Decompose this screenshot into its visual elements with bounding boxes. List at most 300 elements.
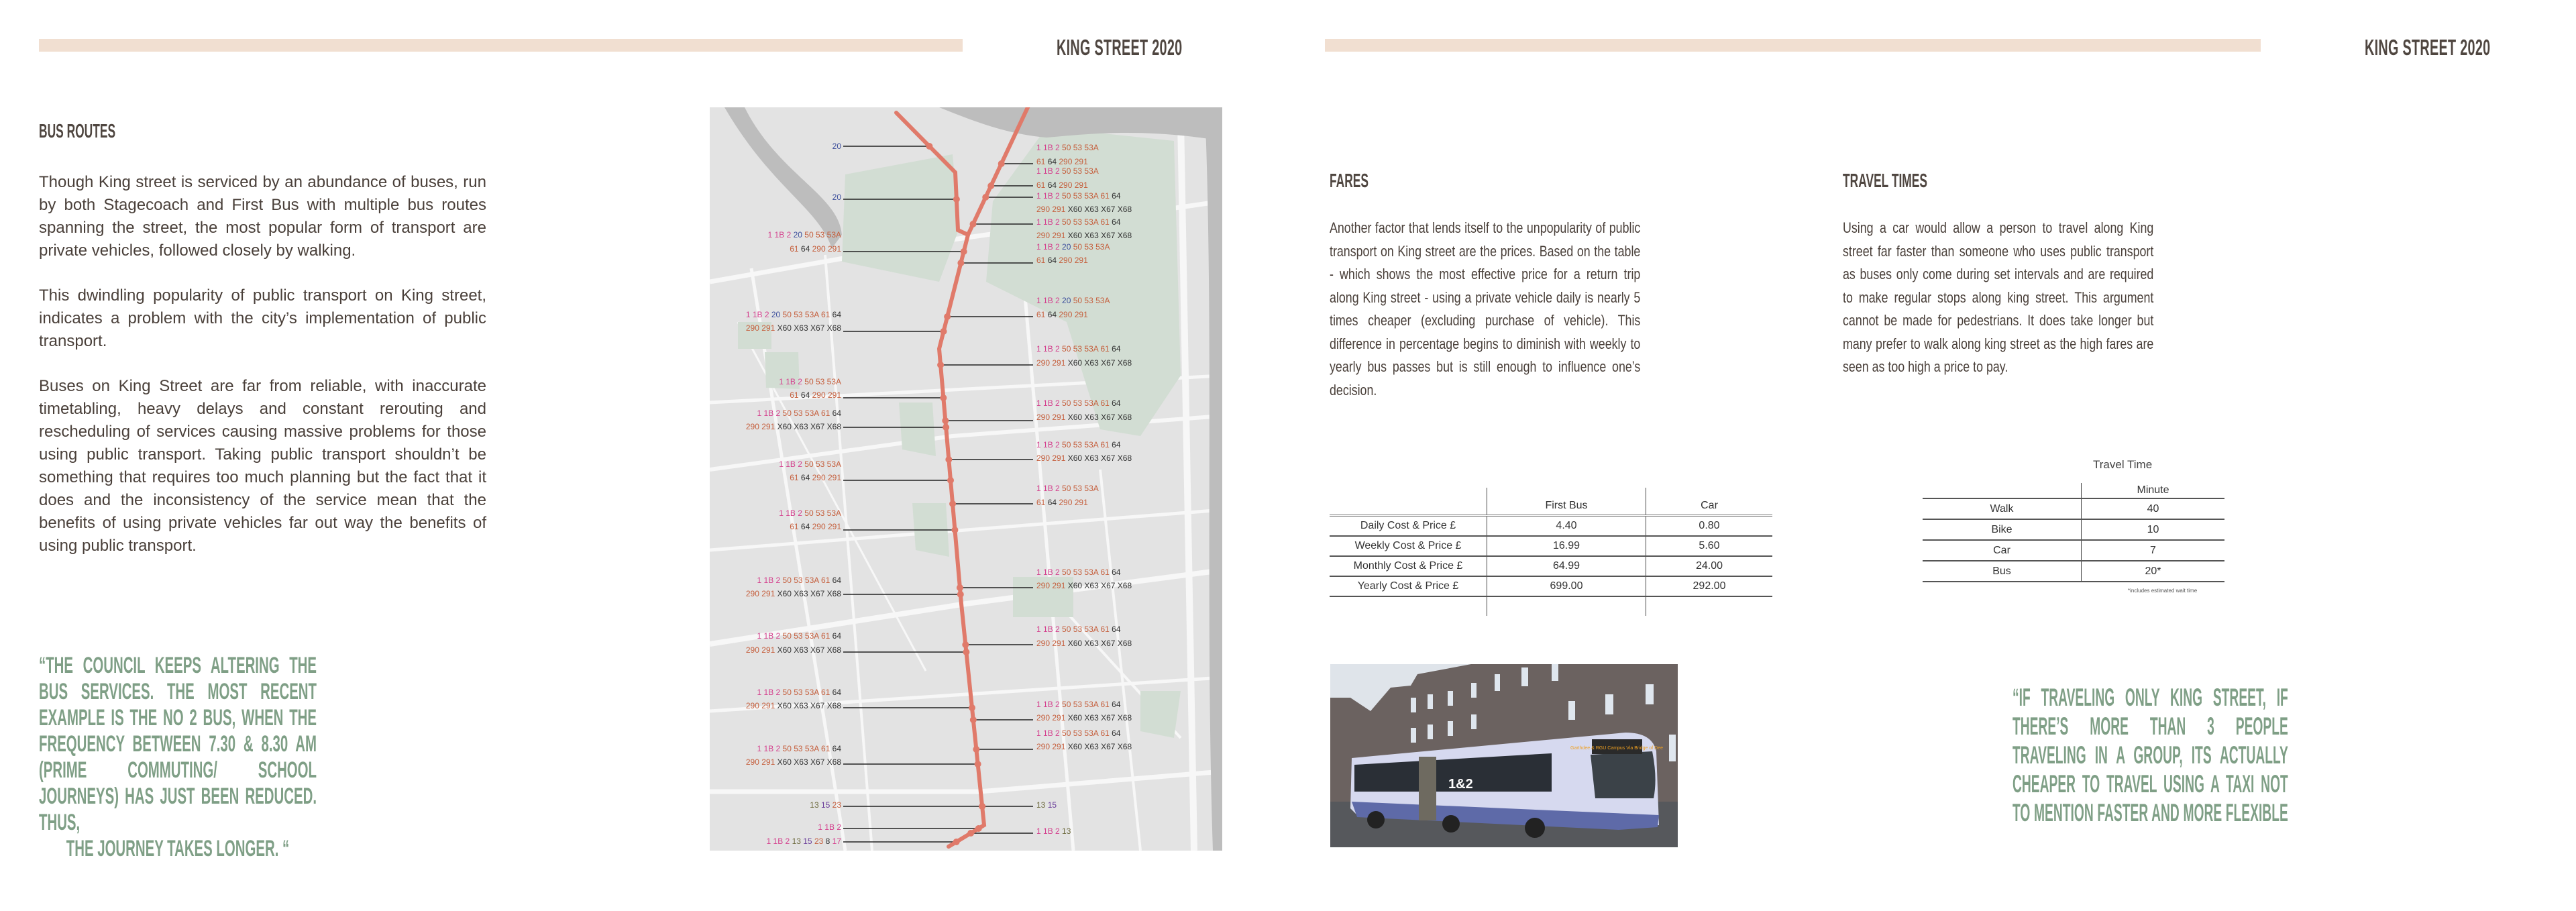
route-number: 61	[1036, 180, 1046, 190]
route-label	[746, 757, 841, 767]
route-number: X60	[1065, 453, 1083, 463]
route-number: 53	[1082, 242, 1093, 252]
route-number: 291	[825, 522, 841, 531]
route-number: X68	[1115, 742, 1132, 751]
page-title-right: KING STREET 2020	[2365, 35, 2491, 60]
route-label	[746, 589, 841, 598]
route-number: X67	[808, 757, 825, 767]
route-number: 53	[791, 744, 803, 753]
route-number: 2	[773, 576, 781, 585]
route-number: 291	[1050, 231, 1066, 240]
bus-stop-marker	[942, 417, 949, 424]
route-number: 1B	[1040, 440, 1053, 449]
route-number: 2	[784, 230, 792, 239]
route-label	[1036, 205, 1132, 214]
route-number: 64	[1045, 498, 1057, 507]
paragraph: Buses on King Street are far from reliable, with inaccurate timetabling, heavy delays and constant rerouting and rescheduling of services causing massive problems for those using public transport. Taking public transport shouldn’t be something that requires too much planning but the fact that it does and the inconsistency of the service mean that the benefits of using private vehicles far out way the benefits of using public transport.	[39, 377, 486, 555]
route-number: 290	[1036, 581, 1051, 590]
route-number: 2	[1053, 296, 1060, 305]
route-number: X67	[1098, 231, 1116, 240]
route-label	[757, 409, 842, 418]
route-number: 290	[745, 323, 759, 333]
route-number: 13	[1059, 826, 1071, 836]
bus-stop-marker	[949, 500, 956, 507]
route-number: 53A	[802, 576, 819, 585]
route-number: 1B	[783, 377, 796, 386]
route-number: 290	[745, 422, 759, 431]
table-row	[1330, 536, 1772, 556]
route-number: 291	[825, 473, 841, 482]
route-number: 53A	[1082, 344, 1099, 354]
route-number: 2	[1053, 729, 1060, 738]
table-row	[1330, 516, 1772, 537]
route-number: 1B	[761, 631, 774, 641]
table-row	[1923, 498, 2224, 519]
route-number: 64	[1109, 398, 1121, 408]
route-number: 1	[1036, 700, 1041, 709]
table-header-row	[1330, 488, 1772, 516]
route-number: 290	[810, 473, 826, 482]
route-number: 50	[1059, 729, 1071, 738]
route-label	[768, 230, 841, 239]
route-number: 50	[1059, 484, 1071, 493]
route-number: X60	[1065, 413, 1083, 422]
route-number: 291	[759, 589, 775, 598]
route-number: 53A	[1082, 166, 1099, 176]
route-number: 64	[1109, 440, 1121, 449]
route-number: 2	[1053, 700, 1060, 709]
route-number: X63	[1082, 639, 1099, 648]
route-number: 1	[1036, 242, 1041, 252]
route-number: 1B	[1040, 191, 1053, 201]
route-number: 53	[813, 508, 825, 518]
route-label	[757, 576, 842, 585]
route-number: 61	[1036, 498, 1046, 507]
route-number: X63	[1082, 453, 1099, 463]
route-number: X68	[1115, 453, 1132, 463]
quote-text-last: THE JOURNEY TAKES LONGER. “	[66, 836, 290, 861]
route-number: 290	[745, 589, 759, 598]
route-number: 50	[802, 460, 814, 469]
route-number: 61	[1098, 344, 1110, 354]
route-label	[833, 193, 842, 202]
council-quote	[39, 653, 317, 862]
route-number: 291	[1050, 205, 1066, 214]
route-number: 61	[1098, 729, 1110, 738]
route-number: 1	[1036, 729, 1041, 738]
route-number: 291	[759, 645, 775, 655]
route-label	[746, 310, 842, 319]
bus-stop-marker	[953, 196, 960, 203]
route-number: 64	[830, 631, 841, 641]
route-number: 2	[834, 822, 841, 832]
route-number: 61	[790, 473, 799, 482]
route-number: 2	[795, 377, 802, 386]
route-number: 291	[1072, 310, 1088, 319]
route-number: 61	[1036, 310, 1046, 319]
route-label	[779, 377, 841, 386]
route-number: 61	[818, 631, 830, 641]
route-number: X60	[1065, 581, 1083, 590]
route-number: X63	[791, 589, 808, 598]
route-number: 290	[810, 522, 826, 531]
route-number: 291	[759, 701, 775, 710]
route-label	[1036, 191, 1121, 201]
route-number: X60	[775, 323, 792, 333]
route-number: 53A	[824, 377, 841, 386]
route-number: X67	[808, 645, 825, 655]
route-label	[1036, 568, 1121, 577]
route-number: 2	[1053, 191, 1060, 201]
bus-stop-marker	[957, 584, 963, 591]
route-number: X63	[1082, 581, 1099, 590]
cell: 20*	[2082, 561, 2225, 582]
route-number: 1B	[771, 837, 784, 846]
route-number: 2	[1053, 143, 1060, 152]
route-label	[1036, 440, 1121, 449]
taxi-quote: “IF TRAVELING ONLY KING STREET, IF THERE’S MORE THAN 3 PEOPLE TRAVELING IN A GROUP, ITS ACTUALLY CHEAPER TO TRAVEL USING A TAXI NOT TO MENTION FASTER AND MORE FLEXIBLE	[2012, 684, 2288, 826]
route-number: X68	[1115, 358, 1132, 368]
route-number: 2	[773, 688, 781, 697]
route-number: X63	[791, 422, 808, 431]
route-number: X67	[1098, 581, 1116, 590]
route-number: 1	[757, 688, 762, 697]
route-number: 61	[1098, 700, 1110, 709]
route-number: 290	[1036, 358, 1051, 368]
route-number: 53	[1071, 143, 1083, 152]
bus-stop-marker	[970, 221, 977, 227]
table-header-row	[1923, 483, 2224, 498]
route-number: 64	[798, 390, 810, 400]
route-number: 50	[1059, 143, 1071, 152]
route-number: 291	[1072, 157, 1088, 166]
route-label	[790, 522, 841, 531]
header-bar-right	[1325, 39, 2261, 52]
route-number: 1	[779, 508, 784, 518]
route-number: 8	[823, 837, 830, 846]
route-number: 13	[790, 837, 801, 846]
row-label: Daily Cost & Price £	[1330, 516, 1487, 537]
route-number: 64	[830, 744, 841, 753]
route-number: 1	[1036, 344, 1041, 354]
bus-windscreen	[1591, 751, 1656, 798]
table-row	[1330, 556, 1772, 576]
route-number: 2	[1053, 826, 1060, 836]
route-number: 50	[802, 230, 814, 239]
fares-heading: FARES	[1330, 170, 1369, 192]
route-number: X60	[1065, 358, 1083, 368]
route-number: 64	[1109, 191, 1121, 201]
route-number: 53	[1071, 484, 1083, 493]
route-number: X67	[1098, 453, 1116, 463]
route-number: 20	[1059, 242, 1071, 252]
route-label	[779, 460, 841, 469]
route-number: 50	[780, 631, 792, 641]
bus-stop-marker	[979, 803, 985, 810]
route-label	[1036, 398, 1121, 408]
route-number: 20	[791, 230, 802, 239]
route-number: 53	[1071, 625, 1083, 634]
paragraph: Another factor that lends itself to the unpopularity of public transport on King street are the prices. Based on the table - which shows the most effective price for a return trip along King street - using a private vehicle daily is nearly 5 times cheaper (excluding purchase of vehicle). This difference in percentage begins to diminish with weekly to yearly bus passes but is still enough to influence one’s decision.	[1330, 219, 1641, 398]
route-number: 20	[1059, 296, 1071, 305]
route-number: 291	[1050, 639, 1066, 648]
route-number: 50	[1059, 217, 1071, 227]
route-number: 290	[1036, 413, 1051, 422]
route-number: 53A	[802, 631, 819, 641]
spacer	[1330, 596, 1487, 616]
route-number: 291	[1050, 358, 1066, 368]
route-number: 53A	[802, 688, 819, 697]
route-number: 50	[1059, 166, 1071, 176]
route-number: 1B	[1040, 166, 1053, 176]
route-label	[1036, 358, 1132, 368]
wheel	[1525, 818, 1545, 838]
route-label	[1036, 826, 1071, 836]
route-number: X60	[775, 701, 792, 710]
bus-stop-marker	[953, 839, 960, 845]
route-number: 13	[810, 800, 819, 810]
route-number: 53	[1071, 191, 1083, 201]
route-number: 1	[1036, 166, 1041, 176]
route-number: 291	[1050, 413, 1066, 422]
route-number: 2	[1053, 625, 1060, 634]
row-label: Bus	[1923, 561, 2082, 582]
route-label	[1036, 413, 1132, 422]
route-number: 53A	[1082, 440, 1099, 449]
bus-stop-marker	[926, 143, 932, 150]
quote-text: “THE COUNCIL KEEPS ALTERING THE BUS SERVICES. THE MOST RECENT EXAMPLE IS THE NO 2 BUS, WHEN THE FREQUENCY BETWEEN 7.30 & 8.30 AM (PRIME COMMUTING/ SCHOOL JOURNEYS) HAS JUST BEEN REDUCED. THUS,	[39, 653, 317, 835]
route-number: 1B	[1040, 296, 1053, 305]
route-number: 2	[1053, 484, 1060, 493]
bus-stop-marker	[944, 313, 951, 320]
route-number: 53	[1071, 166, 1083, 176]
route-number: 291	[1050, 581, 1066, 590]
route-number: X68	[1115, 713, 1132, 722]
route-number: 291	[1072, 498, 1088, 507]
spacer	[1646, 596, 1773, 616]
route-number: X60	[1065, 231, 1083, 240]
route-number: 50	[1059, 440, 1071, 449]
route-number: 2	[773, 744, 781, 753]
route-number: 2	[1053, 398, 1060, 408]
bus-stop-marker	[969, 704, 975, 711]
route-number: 290	[1036, 205, 1051, 214]
route-number: 53A	[1093, 242, 1110, 252]
route-number: X68	[1115, 413, 1132, 422]
route-number: 290	[1036, 231, 1051, 240]
route-number: X60	[1065, 205, 1083, 214]
route-number: 1	[1036, 296, 1041, 305]
route-number: 13	[1036, 800, 1046, 810]
route-number: X63	[791, 701, 808, 710]
route-number: 1	[1036, 826, 1041, 836]
column-header	[1923, 483, 2082, 498]
travel-times-heading: TRAVEL TIMES	[1843, 170, 1927, 192]
route-number: X67	[808, 323, 825, 333]
route-label	[1036, 742, 1132, 751]
route-number: 1B	[1040, 729, 1053, 738]
travel-times-text	[1843, 217, 2153, 379]
route-number: 20	[832, 193, 841, 202]
route-number: 64	[798, 244, 810, 254]
route-label	[746, 645, 841, 655]
route-number: 61	[1036, 256, 1046, 265]
cell: 16.99	[1487, 536, 1646, 556]
route-number: 53A	[1082, 484, 1099, 493]
route-number: 61	[1098, 625, 1110, 634]
travel-time-table	[1923, 483, 2224, 582]
route-number: 53	[1071, 440, 1083, 449]
route-label	[1036, 180, 1088, 190]
route-number: 61	[818, 688, 830, 697]
route-label	[1036, 256, 1088, 265]
route-label	[746, 701, 841, 710]
route-number: 2	[1053, 440, 1060, 449]
route-number: 1	[1036, 625, 1041, 634]
route-label	[757, 688, 842, 697]
route-number: X60	[1065, 742, 1083, 751]
bus-route-map	[710, 107, 1222, 851]
route-number: 290	[810, 244, 826, 254]
route-label	[1036, 231, 1132, 240]
route-number: 291	[759, 757, 775, 767]
route-number: X67	[808, 589, 825, 598]
route-number: 61	[818, 310, 830, 319]
destination-text: Garthdee & RGU Campus Via Bridge of Dee	[1570, 746, 1663, 751]
route-number: 1B	[1040, 398, 1053, 408]
route-number: 2	[762, 310, 769, 319]
route-label	[1036, 729, 1121, 738]
wheel	[1442, 815, 1460, 833]
cell: 64.99	[1487, 556, 1646, 576]
bus-stop-marker	[941, 328, 947, 335]
route-number: 64	[1045, 310, 1057, 319]
route-number: X68	[1115, 639, 1132, 648]
bus-stop-marker	[998, 160, 1005, 167]
route-number: X67	[1098, 639, 1116, 648]
route-number: 64	[1045, 157, 1057, 166]
route-number: 50	[1059, 625, 1071, 634]
route-number: 53	[791, 631, 803, 641]
route-number: 53	[791, 688, 803, 697]
route-number: 53A	[824, 460, 841, 469]
route-number: 53	[791, 576, 803, 585]
route-label	[1036, 310, 1088, 319]
route-number: X67	[808, 422, 825, 431]
bus-stop-marker	[970, 716, 977, 723]
route-number: 53A	[824, 508, 841, 518]
route-number: 64	[1109, 625, 1121, 634]
route-label	[746, 323, 841, 333]
table-spacer-row	[1330, 596, 1772, 616]
route-number: X67	[1098, 742, 1116, 751]
header-bar-left	[39, 39, 963, 52]
route-number: 2	[795, 460, 802, 469]
route-number: 290	[1057, 310, 1073, 319]
route-number: 61	[790, 244, 799, 254]
bus-stop-marker	[961, 248, 967, 255]
route-number: 1B	[1040, 826, 1053, 836]
route-number: 53A	[1082, 217, 1099, 227]
route-number: 53A	[1082, 398, 1099, 408]
route-number: 53	[1071, 729, 1083, 738]
route-label	[1036, 713, 1132, 722]
route-number: X68	[824, 589, 841, 598]
route-number: 64	[1045, 256, 1057, 265]
route-number: X63	[1082, 231, 1099, 240]
route-label	[1036, 143, 1099, 152]
route-number: 291	[1050, 742, 1066, 751]
route-number: X68	[1115, 581, 1132, 590]
route-number: 1B	[1040, 143, 1053, 152]
route-number: 53A	[1082, 143, 1099, 152]
route-number-sign: 1&2	[1448, 777, 1473, 792]
route-number: 2	[795, 508, 802, 518]
route-number: 53A	[1082, 568, 1099, 577]
route-number: 1	[757, 409, 762, 418]
route-label	[757, 744, 842, 753]
bus-stop-marker	[945, 456, 952, 463]
route-number: 50	[780, 688, 792, 697]
route-number: 1	[1036, 191, 1041, 201]
bus-stop-marker	[943, 424, 949, 431]
route-number: 50	[1059, 700, 1071, 709]
route-number: 291	[1050, 453, 1066, 463]
route-number: 1B	[750, 310, 763, 319]
table-row	[1923, 561, 2224, 582]
route-number: 1B	[761, 688, 774, 697]
route-number: 1	[1036, 398, 1041, 408]
route-number: 64	[830, 688, 841, 697]
route-number: 2	[773, 631, 781, 641]
route-label	[790, 473, 841, 482]
route-number: 50	[802, 508, 814, 518]
route-number: 1B	[772, 230, 785, 239]
route-number: 53	[1071, 398, 1083, 408]
route-number: 50	[1059, 191, 1071, 201]
route-number: 1B	[761, 744, 774, 753]
route-number: 290	[1036, 639, 1051, 648]
route-number: 1B	[1040, 700, 1053, 709]
route-label	[833, 142, 842, 151]
route-number: X68	[824, 323, 841, 333]
route-number: 64	[1109, 217, 1121, 227]
bus-stop-marker	[937, 362, 944, 368]
bus-stop-marker	[963, 649, 969, 655]
route-label	[1036, 242, 1110, 252]
bus-stop-marker	[967, 830, 974, 837]
route-label	[1036, 344, 1121, 354]
route-label	[790, 390, 841, 400]
route-number: 53	[1082, 296, 1093, 305]
bus-routes-heading: BUS ROUTES	[39, 121, 116, 142]
route-number: 61	[1098, 191, 1110, 201]
route-number: 50	[1059, 398, 1071, 408]
route-number: X60	[775, 645, 792, 655]
route-number: 2	[1053, 568, 1060, 577]
route-number: 1B	[783, 508, 796, 518]
route-number: 61	[1036, 157, 1046, 166]
route-label	[1036, 625, 1121, 634]
route-number: 53	[1071, 217, 1083, 227]
route-number: 1	[757, 631, 762, 641]
route-label	[790, 244, 841, 254]
row-label: Weekly Cost & Price £	[1330, 536, 1487, 556]
route-number: 53A	[802, 310, 819, 319]
route-number: 23	[812, 837, 824, 846]
route-number: 53	[1071, 568, 1083, 577]
route-label	[1036, 639, 1132, 648]
